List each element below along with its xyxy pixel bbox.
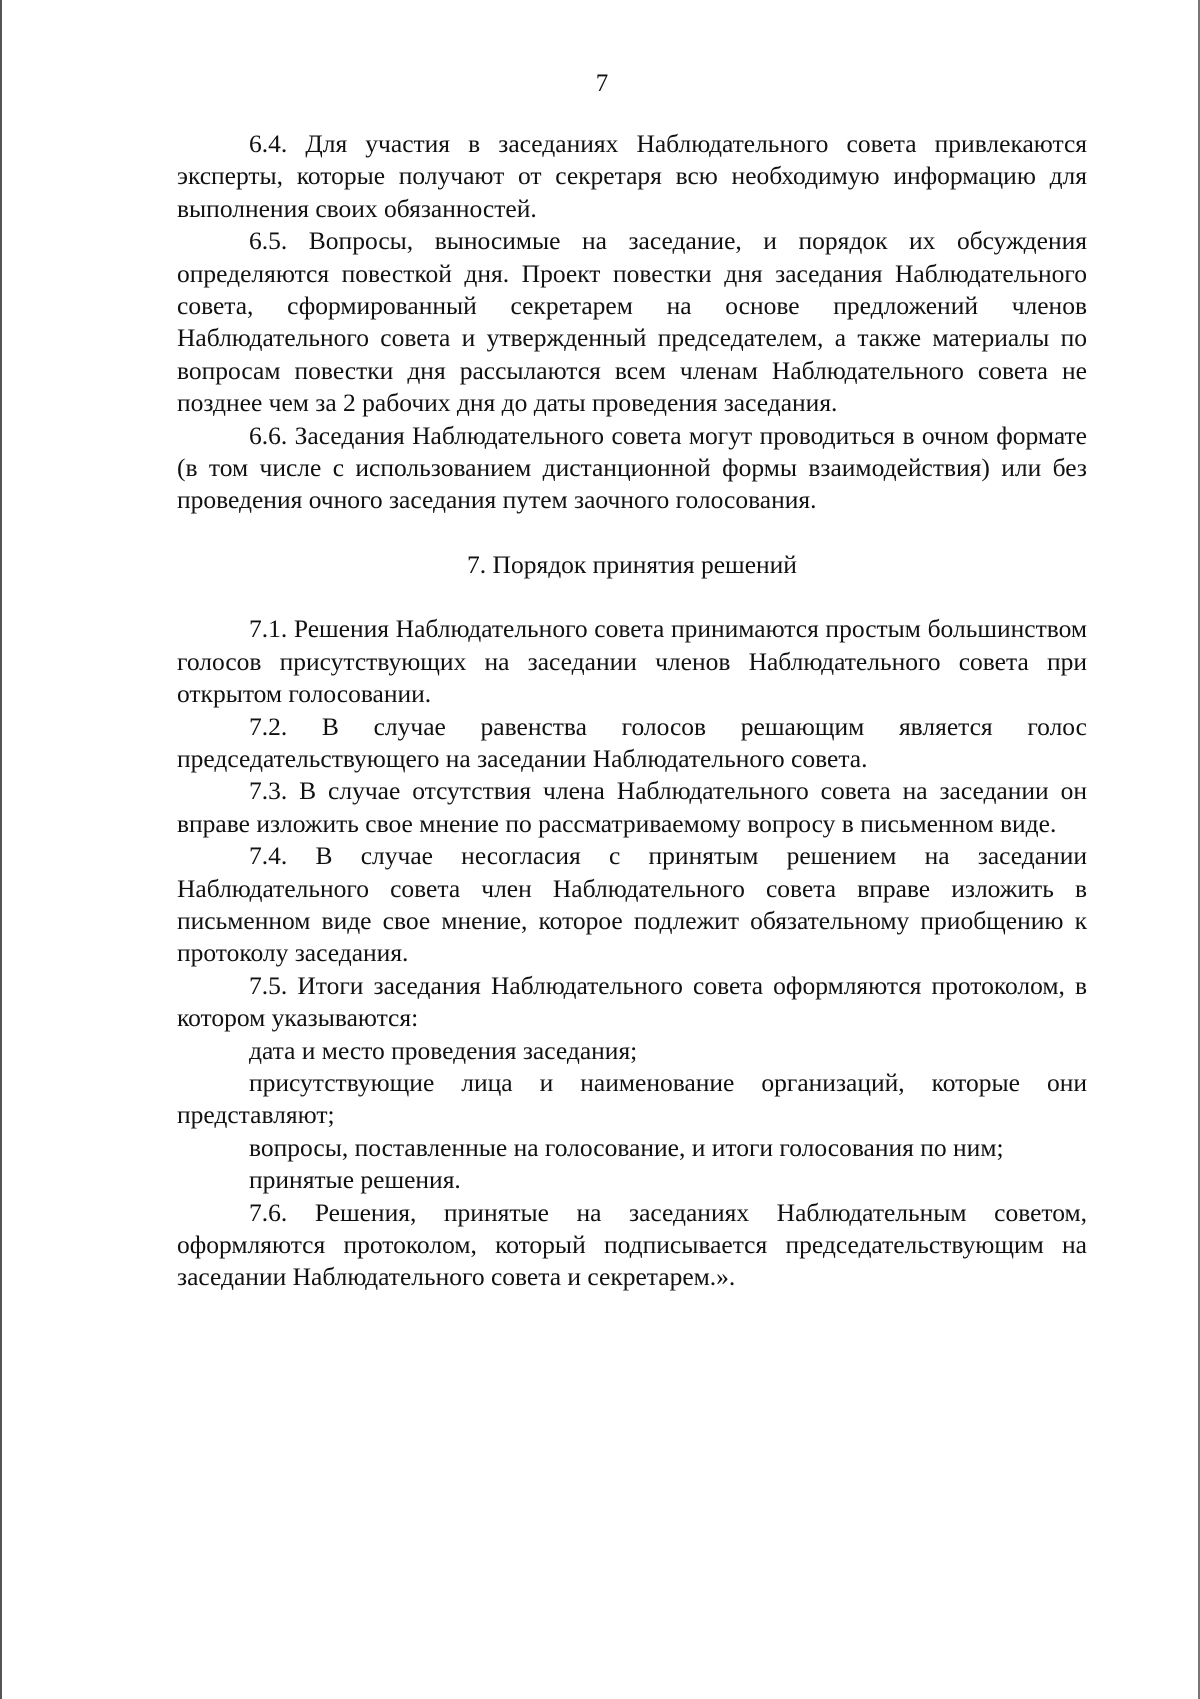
paragraph-6-5: 6.5. Вопросы, выносимые на заседание, и порядок их обсуждения определяются повесткой дня. Проект повестки дня заседания Наблюдательного совета, сформированный секретарем на основе предложений членов Наблюдательного совета и утвержденный председателем, а также материалы по вопросам повестки дня рассылаются всем членам Наблюдательного совета не позднее чем за 2 рабочих дня до даты проведения заседания. — [177, 226, 1087, 418]
paragraph-6-6: 6.6. Заседания Наблюдательного совета могут проводиться в очном формате (в том числе с использованием дистанционной формы взаимодействия) или без проведения очного заседания путем заочного голосования. — [177, 420, 1087, 515]
list-item-date-place: дата и место проведения заседания; — [249, 1035, 638, 1065]
section-7-heading: 7. Порядок принятия решений — [467, 549, 797, 579]
paragraph-6-4: 6.4. Для участия в заседаниях Наблюдательного совета привлекаются эксперты, которые получают от секретаря всю необходимую информацию для выполнения своих обязанностей. — [177, 129, 1087, 223]
document-body — [177, 128, 1087, 1294]
paragraph-7-2: 7.2. В случае равенства голосов решающим является голос председательствующего на заседании Наблюдательного совета. — [177, 711, 1087, 773]
paragraph-7-4: 7.4. В случае несогласия с принятым решением на заседании Наблюдательного совета член Наблюдательного совета вправе изложить в письменном виде свое мнение, которое подлежит обязательному приобщению к протоколу заседания. — [177, 841, 1087, 968]
paragraph-7-3: 7.3. В случае отсутствия члена Наблюдательного совета на заседании он вправе изложить свое мнение по рассматриваемому вопросу в письменном виде. — [177, 776, 1087, 838]
list-item-decisions: принятые решения. — [249, 1165, 461, 1195]
page-number: 7 — [595, 70, 609, 97]
paragraph-7-6: 7.6. Решения, принятые на заседаниях Наблюдательным советом, оформляются протоколом, который подписывается председательствующим на заседании Наблюдательного совета и секретарем.». — [177, 1197, 1087, 1292]
list-item-voting-questions: вопросы, поставленные на голосование, и итоги голосования по ним; — [249, 1132, 1004, 1162]
paragraph-7-5: 7.5. Итоги заседания Наблюдательного совета оформляются протоколом, в котором указываются: — [177, 970, 1087, 1033]
list-item-attendees: присутствующие лица и наименование организаций, которые они представляют; — [177, 1067, 1087, 1130]
paragraph-7-1: 7.1. Решения Наблюдательного совета принимаются простым большинством голосов присутствующих на заседании членов Наблюдательного совета при открытом голосовании. — [177, 614, 1087, 709]
